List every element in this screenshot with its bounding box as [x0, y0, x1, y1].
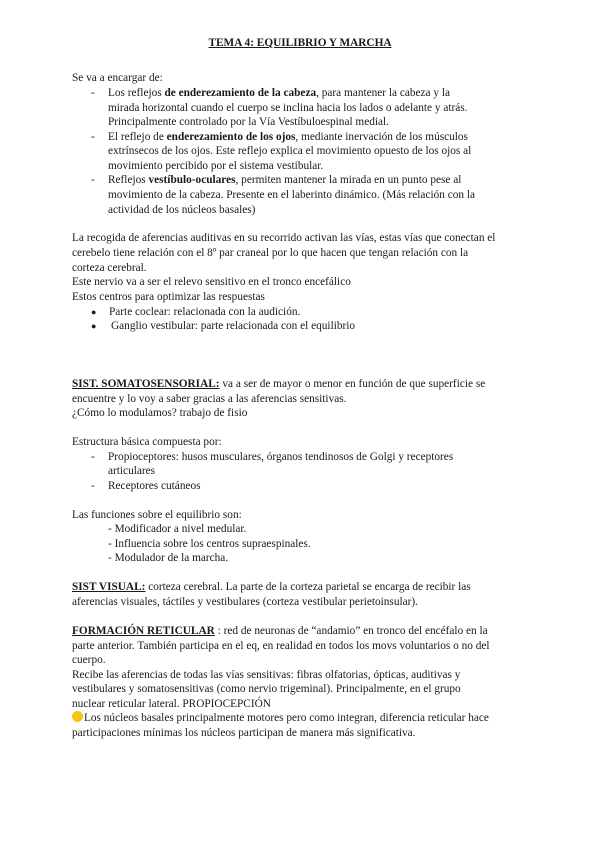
bullet-marker: ●: [91, 321, 97, 331]
list-marker: -: [91, 480, 95, 492]
paragraph-line: cerebelo tiene relación con el 8º par craneal por lo que hacen que tengan relación con la: [72, 247, 469, 259]
list-item-line: El reflejo de enderezamiento de los ojos, mediante inervación de los músculos: [108, 131, 468, 143]
section-heading: SIST VISUAL:: [72, 581, 146, 593]
list-item-line: mirada horizontal cuando el cuerpo se inclina hacia los lados o adelante y atrás.: [108, 102, 468, 114]
list-item-line: - Modulador de la marcha.: [108, 552, 229, 564]
list-marker: -: [91, 174, 95, 186]
paragraph-line: corteza cerebral.: [72, 262, 147, 274]
paragraph-line: vestibulares y somatosensitivas (como nervio trigeminal). Principalmente, en el grupo: [72, 683, 461, 695]
list-item-line: extrínsecos de los ojos. Este reflejo explica el movimiento opuesto de los ojos al: [108, 145, 472, 157]
list-item-line: actividad de los núcleos basales): [108, 204, 256, 216]
page-title: TEMA 4: EQUILIBRIO Y MARCHA: [208, 37, 392, 49]
paragraph-line: aferencias visuales, táctiles y vestibulares (corteza vestibular perietoinsular).: [72, 596, 418, 608]
paragraph-line: Este nervio va a ser el relevo sensitivo en el tronco encefálico: [72, 276, 351, 288]
section-visual: SIST VISUAL: corteza cerebral. La parte de la corteza parietal se encarga de recibir las: [72, 581, 471, 593]
bullet-item: Ganglio vestibular: parte relacionada con el equilibrio: [111, 320, 356, 332]
list-item-line: Reflejos vestíbulo-oculares, permiten mantener la mirada en un punto pese al: [108, 174, 462, 186]
bullet-marker: ●: [91, 307, 97, 317]
section-heading: SIST. SOMATOSENSORIAL:: [72, 378, 220, 390]
paragraph-line: nuclear reticular lateral. PROPIOCEPCIÓN: [72, 698, 271, 710]
list-item-line: articulares: [108, 465, 156, 477]
list-item-line: - Influencia sobre los centros supraespinales.: [108, 538, 311, 550]
paragraph-line: participaciones mínimas los núcleos participan de manera más significativa.: [72, 727, 416, 739]
paragraph-line: Estructura básica compuesta por:: [72, 436, 222, 448]
paragraph-line: La recogida de aferencias auditivas en su recorrido activan las vías, estas vías que conectan el: [72, 232, 496, 244]
list-marker: -: [91, 131, 95, 143]
paragraph-line: cuerpo.: [72, 654, 106, 666]
list-item-line: Principalmente controlado por la Vía Vestíbuloespinal medial.: [108, 116, 389, 128]
paragraph-line: Estos centros para optimizar las respuestas: [72, 291, 265, 303]
intro-line: Se va a encargar de:: [72, 72, 163, 84]
bullet-item: Parte coclear: relacionada con la audición.: [109, 306, 301, 318]
paragraph-line: Las funciones sobre el equilibrio son:: [72, 509, 242, 521]
list-item-line: Los reflejos de enderezamiento de la cabeza, para mantener la cabeza y la: [108, 87, 451, 99]
section-somatosensorial: SIST. SOMATOSENSORIAL: va a ser de mayor o menor en función de que superficie se: [72, 378, 486, 390]
list-item-line: Receptores cutáneos: [108, 480, 201, 492]
paragraph-line: parte anterior. También participa en el eq, en realidad en todos los movs voluntarios o no del: [72, 640, 490, 652]
paragraph-line: Los núcleos basales principalmente motores pero como integran, diferencia reticular hace: [72, 711, 489, 726]
section-heading: FORMACIÓN RETICULAR: [72, 625, 215, 637]
section-reticular: FORMACIÓN RETICULAR : red de neuronas de “andamio” en tronco del encéfalo en la: [72, 625, 488, 637]
list-item-line: movimiento percibido por el sistema vestibular.: [108, 160, 324, 172]
list-item-line: Propioceptores: husos musculares, órganos tendinosos de Golgi y receptores: [108, 451, 454, 463]
paragraph-line: ¿Cómo lo modulamos? trabajo de fisio: [72, 407, 248, 419]
list-item-line: movimiento de la cabeza. Presente en el laberinto dinámico. (Más relación con la: [108, 189, 476, 201]
paragraph-line: encuentre y lo voy a saber gracias a las aferencias sensitivas.: [72, 393, 347, 405]
slightly-smiling-face-icon: [72, 711, 83, 722]
list-item-line: - Modificador a nivel medular.: [108, 523, 247, 535]
list-marker: -: [91, 87, 95, 99]
list-marker: -: [91, 451, 95, 463]
paragraph-line: Recibe las aferencias de todas las vías sensitivas: fibras olfatorias, ópticas, auditivas y: [72, 669, 461, 681]
